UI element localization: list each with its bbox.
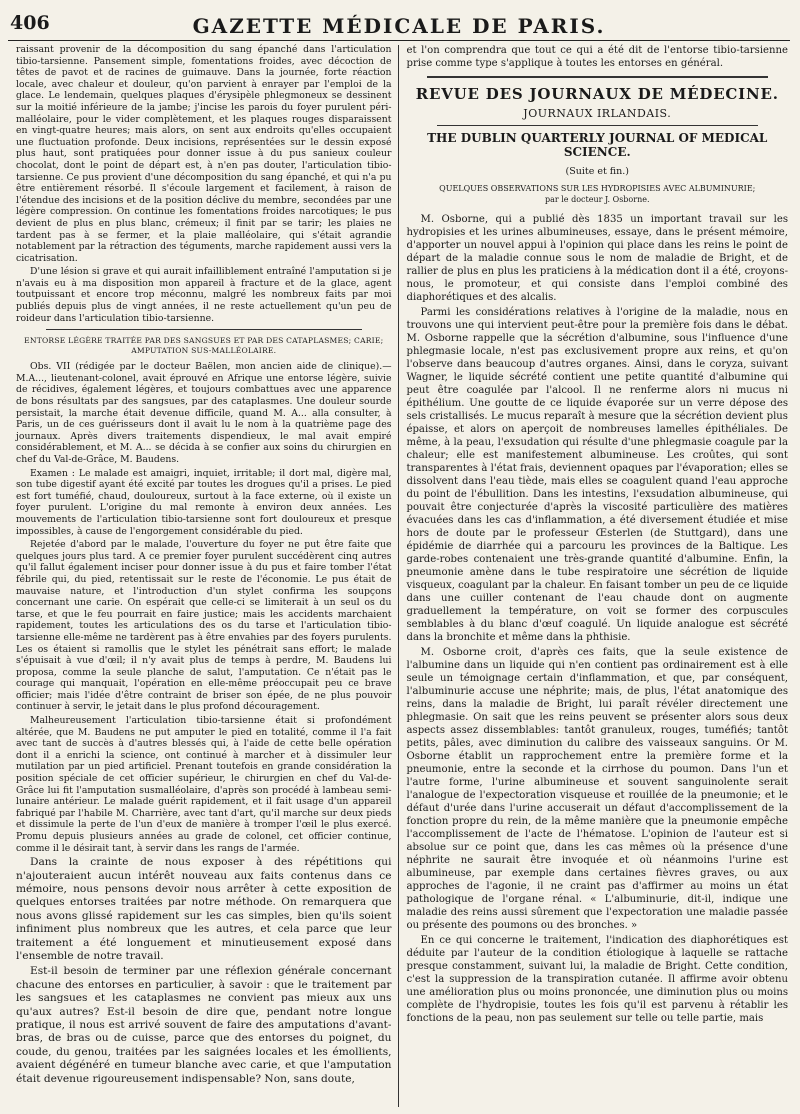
section-divider	[46, 329, 362, 330]
right-paragraph-1: M. Osborne, qui a publié dès 1835 un important travail sur les hydropisies et les urines albumineuses, essaye, dans le présent mémoire, d'apporter un nouvel appui à l'opinion qui place dans les reins le point de départ de la maladie connue sous le nom de maladie de Bright, et de rallier de plus en plus les praticiens à la médication dont il a été, croyons-nous, le promoteur, et qui consiste dans l'emploi combiné des diaphorétiques et des alcalis.	[406, 214, 788, 303]
right-column	[399, 41, 793, 1111]
left-paragraph-crainte: Dans la crainte de nous exposer à des répétitions qui n'ajouteraient aucun intérêt nouveau aux faits contenus dans ce mémoire, nous pensons devoir nous arrêter à cette exposition de quelques entorses traitées par notre méthode. On remarquera que nous avons glissé rapidement sur les cas simples, bien qu'ils soient infiniment plus nombreux que les autres, et cela parce que leur traitement a été longuement et minutieusement exposé dans l'ensemble de notre travail.	[16, 856, 392, 963]
left-paragraph-rejetee: Rejetée d'abord par le malade, l'ouverture du foyer ne put être faite que quelques jours plus tard. A ce premier foyer purulent succédèrent cinq autres qu'il fallut également inciser pour donner issue à du pus et faire tomber l'état fébrile qui, du pied, retentissait sur le reste de l'économie. Le pus était de mauvaise nature, et l'introduction d'un stylet confirma les soupçons concernant une carie. On espérait que celle-ci se limiterait à un seul os du tarse, et que le feu pourrait en faire justice; mais les accidents marchaient rapidement, toutes les articulations des os du tarse et l'articulation tibio-tarsienne elle-même ne tardèrent pas à être envahies par des foyers purulents. Les os étaient si ramollis que le stylet les pénétrait sans effort; le malade s'épuisait à vue d'œil; il n'y avait plus de temps à perdre, M. Baudens lui proposa, comme la seule planche de salut, l'amputation. Ce n'était pas le courage qui manquait, l'opération en elle-même préoccupait peu ce brave officier; mais l'idée d'être contraint de briser son épée, de ne plus pouvoir continuer à servir, le jetait dans le plus profond découragement.	[16, 539, 392, 713]
section-heading-line-2: AMPUTATION SUS-MALLÉOLAIRE.	[131, 346, 277, 356]
article-title	[407, 184, 789, 205]
dublin-title-line-1: THE DUBLIN QUARTERLY JOURNAL OF MEDICAL	[427, 131, 768, 145]
journal-divider	[437, 125, 759, 126]
left-column	[6, 41, 398, 1111]
section-heading-line-1: ENTORSE LÉGÈRE TRAITÉE PAR DES SANGSUES ET PAR DES CATAPLASMES; CARIE;	[24, 336, 384, 346]
left-paragraph-besoin: Est-il besoin de terminer par une réflexion générale concernant chacune des entorses en particulier, à savoir : que le traitement par les sangsues et les cataplasmes ne convient pas mieux aux uns qu'aux autres? Est-il besoin de dire que, pendant notre longue pratique, il nous est arrivé souvent de faire des amputations d'avant-bras, de bras ou de cuisse, parce que des entorses du poignet, du coude, du genou, traitées par les saignées locales et les émollients, avaient dégénéré en tumeur blanche avec carie, et que l'amputation était devenue rigoureusement indispensable? Non, sans doute,	[16, 965, 392, 1085]
right-paragraph-4: En ce qui concerne le traitement, l'indication des diaphorétiques est déduite par l'auteur de la condition étiologique à laquelle se rattache presque constamment, suivant lui, la maladie de Bright. Cette condition, c'est la suppression de la transpiration cutanée. Il affirme avoir obtenu une amélioration plus ou moins prononcée, une diminution plus ou moins complète de l'hydropisie, toutes les fois qu'il est parvenu à rétablir les fonctions de la peau, non pas seulement sur telle ou telle partie, mais	[406, 935, 788, 1024]
page-number: 406	[10, 12, 50, 34]
right-paragraph-intro: et l'on comprendra que tout ce qui a été dit de l'entorse tibio-tarsienne prise comme type s'applique à toutes les entorses en général.	[406, 45, 788, 69]
columns	[6, 41, 792, 1111]
suite-note: (Suite et fin.)	[565, 166, 629, 177]
article-title-line-2: par le docteur J. Osborne.	[544, 194, 650, 204]
right-paragraph-3: M. Osborne croit, d'après ces faits, que la seule existence de l'albumine dans un liquide qui n'en contient pas ordinairement est à elle seule un témoignage certain d'inflammation, et que, par conséquent, l'albuminurie accuse une néphrite; mais, de plus, l'état anatomique des reins, dans la maladie de Bright, lui paraît révéler directement une phlegmasie. On sait que les reins peuvent se présenter alors sous deux aspects assez dissemblables: tantôt granuleux, rouges, tuméfiés; tantôt petits, pâles, avec diminution du calibre des vaisseaux sanguins. Or M. Osborne établit un rapprochement entre la première forme et la pneumonie, entre la seconde et la cirrhose du poumon. Dans l'un et l'autre forme, l'urine albumineuse et souvent sanguinolente serait l'analogue de l'expectoration visqueuse et rouillée de la pneumonie; et le défaut d'urée dans l'urine accuserait un défaut d'accomplissement de la fonction propre du rein, de la même manière que la pneumonie empêche l'accomplissement de l'acte de l'hématose. L'opinion de l'auteur est si absolue sur ce point que, dans les cas mêmes où la présence d'une néphrite ne saurait être invoquée et où néanmoins l'urine est albumineuse, par exemple dans certaines fièvres graves, ou aux approches de l'agonie, il ne craint pas d'affirmer au moins un état pathologique de l'organe rénal. « L'albuminurie, dit-il, indique une maladie des reins aussi sûrement que l'expectoration une maladie passée ou présente des poumons ou des bronches. »	[406, 647, 788, 931]
article-title-line-1: QUELQUES OBSERVATIONS SUR LES HYDROPISIES AVEC ALBUMINURIE;	[439, 184, 756, 193]
left-paragraph-1: raissant provenir de la décomposition du sang épanché dans l'articulation tibio-tarsienne. Pansement simple, fomentations froides, avec décoction de têtes de pavot et de racines de guimauve. Dans la journée, forte réaction locale, avec chaleur et douleur, qu'on parvient à enrayer par l'emploi de la glace. Le lendemain, quelques plaques d'érysipèle phlegmoneux se dessinent sur la moitié inférieure de la jambe; j'incise les parois du foyer purulent péri-malléolaire, pour le vider complètement, et les plaques rouges disparaissent en vingt-quatre heures; mais alors, on sent aux endroits qu'elles occupaient une fluctuation profonde. Deux incisions, représentées sur le dessin exposé plus haut, sont pratiquées pour donner issue à du pus sanieux couleur chocolat, dont le point de départ est, à n'en pas douter, l'articulation tibio-tarsienne. Ce pus provient d'une décomposition du sang épanché, et qui n'a pu être entièrement résorbé. Il s'écoule largement et facilement, à raison de l'étendue des incisions et de la position déclive du membre, secondées par une légère compression. On continue les fomentations froides narcotiques; le pus devient de plus en plus blanc, crémeux; il finit par se tarir; les plaies ne tardent pas à se fermer, et la plaie malléolaire, qui s'était agrandie notablement par la rétraction des téguments, marche rapidement aussi vers la cicatrisation.	[16, 44, 392, 264]
left-paragraph-malheureusement: Malheureusement l'articulation tibio-tarsienne était si profondément altérée, que M. Baudens ne put amputer le pied en totalité, comme il l'a fait avec tant de succès à d'autres blessés qui, à l'aide de cette belle opération dont il a enrichi la science, ont continué à marcher et à dissimuler leur mutilation par un pied artificiel. Prenant toutefois en grande considération la position spéciale de cet officier supérieur, le chirurgien en chef du Val-de-Grâce lui fit l'amputation susmalléolaire, d'après son procédé à lambeau semi-lunaire antérieur. Le malade guérit rapidement, et il fait usage d'un appareil fabriqué par l'habile M. Charrière, avec tant d'art, qu'il marche sur deux pieds et dissimule la perte de l'un d'eux de manière à tromper l'œil le plus exercé. Promu depuis plusieurs années au grade de colonel, cet officier continue, comme il le désirait tant, à servir dans les rangs de l'armée.	[16, 715, 392, 854]
left-paragraph-2: D'une lésion si grave et qui aurait infailliblement entraîné l'amputation si je n'avais eu à ma disposition mon appareil à fracture et de la glace, agent toutpuissant et encore trop méconnu, malgré les nombreux faits par moi publiés depuis plus de vingt années, il ne reste actuellement qu'un peu de roideur dans l'articulation tibio-tarsienne.	[16, 266, 392, 324]
left-paragraph-obs: Obs. VII (rédigée par le docteur Baëlen, mon ancien aide de clinique).—M.A..., lieutenant-colonel, avait éprouvé en Afrique une entorse légère, suivie de récidives, également légères, et toujours combattues avec une apparence de bons résultats par des sangsues, par des cataplasmes. Une douleur sourde persistait, la marche était devenue difficile, quand M. A... alla consulter, à Paris, un de ces guérisseurs dont il avait lu le nom à la quatrième page des journaux. Après divers traitements dispendieux, le mal avait empiré considérablement, et M. A... se décida à se confier aux soins du chirurgien en chef du Val-de-Grâce, M. Baudens.	[16, 361, 392, 465]
dublin-journal-title	[419, 131, 777, 159]
left-paragraph-examen: Examen : Le malade est amaigri, inquiet, irritable; il dort mal, digère mal, son tube digestif ayant été excité par toutes les drogues qu'il a prises. Le pied est fort tuméfié, chaud, douloureux, surtout à la face externe, où il existe un foyer purulent. L'origine du mal remonte à environ deux années. Les mouvements de l'articulation tibio-tarsienne sont fort douloureux et presque impossibles, à cause de l'engorgement considérable du pied.	[16, 467, 392, 537]
journal-title: GAZETTE MÉDICALE DE PARIS.	[192, 14, 606, 38]
section-heading	[16, 336, 392, 356]
revue-title: REVUE DES JOURNAUX DE MÉDECINE.	[415, 85, 779, 103]
revue-divider	[427, 76, 769, 78]
dublin-title-line-2: SCIENCE.	[563, 145, 631, 159]
right-paragraph-2: Parmi les considérations relatives à l'origine de la maladie, nous en trouvons une qui intervient peut-être pour la première fois dans le débat. M. Osborne rappelle que la sécrétion d'albumine, sous l'influence d'une phlegmasie locale, n'est pas exclusivement propre aux reins, et qu'on l'observe dans beaucoup d'autres organes. Ainsi, dans le coryza, suivant Wagner, le liquide sécrété contient une petite quantité d'albumine qui peut être coagulée par l'alcool. Il ne renferme alors ni mucus ni épithélium. Une goutte de ce liquide évaporée sur un verre dépose des sels cristallisés. Le mucus reparaît à mesure que la sécrétion devient plus épaisse, et alors on aperçoit de nombreuses lamelles épithéliales. De même, à la peau, l'exsudation qui résulte d'une phlegmasie coagule par la chaleur; elle est manifestement albumineuse. Les croûtes, qui sont transparentes à l'état frais, deviennent opaques par l'évaporation; elles se dissolvent dans l'eau tiède, mais elles se coagulent quand l'eau approche du point de l'ébullition. Dans les intestins, l'exsudation albumineuse, qui pouvait être conjecturée d'après la viscosité particulière des matières évacuées dans les cas d'inflammation, a été diversement étudiée et mise hors de doute par le professeur Œsterlen (de Stuttgard), dans une épidémie de diarrhée qui a parcouru les provinces de la Baltique. Les garde-robes contenaient une très-grande quantité d'albumine. Enfin, la pneumonie amène dans le tube respiratoire une sécrétion de liquide visqueux, coagulant par la chaleur. En faisant tomber un peu de ce liquide dans une cuiller contenant de l'eau chaude dont on augmente graduellement la température, on voit se former des corpuscules semblables à du blanc d'œuf coagulé. Un liquide analogue est sécrété dans la bronchite et même dans la phthisie.	[406, 307, 788, 643]
page-header	[8, 0, 790, 41]
journaux-title: JOURNAUX IRLANDAIS.	[523, 107, 672, 120]
